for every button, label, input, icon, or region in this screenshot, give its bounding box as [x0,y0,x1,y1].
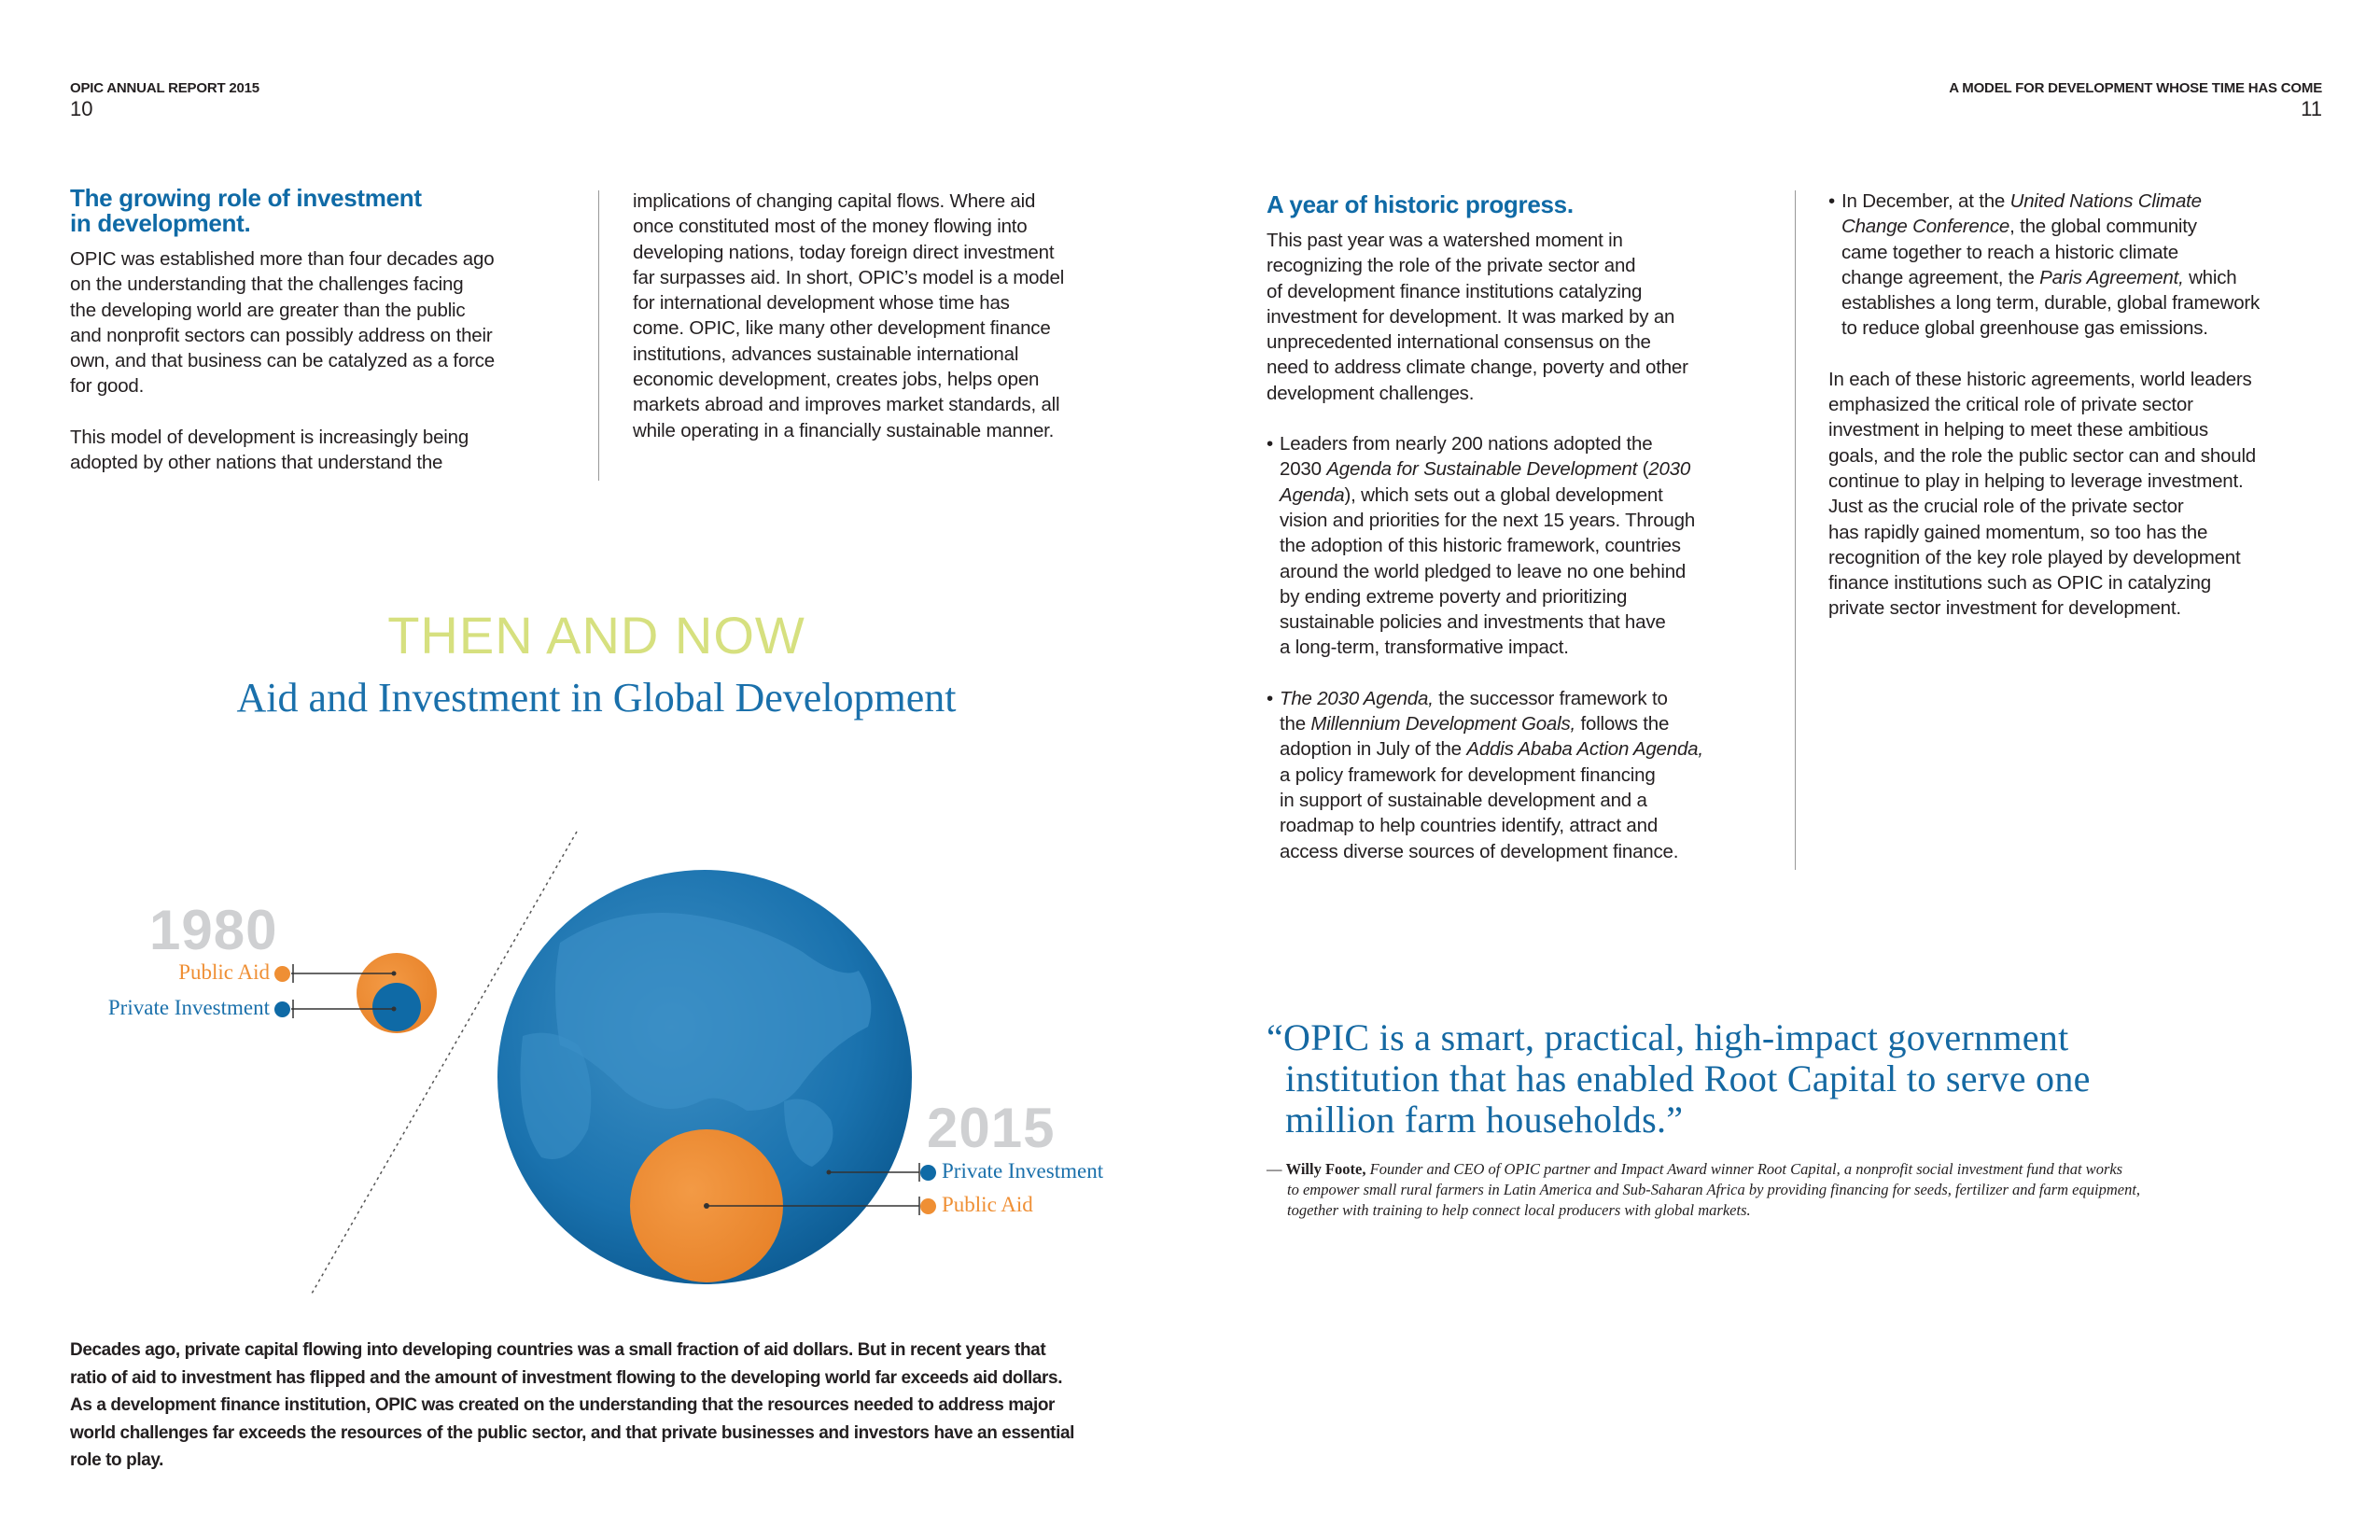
text-run: access diverse sources of development finance. [1280,840,1679,862]
text-run: follows the [1575,713,1670,735]
text-line [1267,329,1703,355]
quote-line: million farm households.” [1285,1099,1684,1141]
text-line [1267,431,1703,456]
text-run: adoption in July of the [1280,738,1467,761]
text-line [1828,240,2260,265]
text-run: of development finance institutions catalyzing [1267,280,1643,302]
private-investment-circle-1980 [372,983,421,1031]
italic-text: Addis Ababa Action Agenda, [1466,738,1703,761]
text-line [1267,279,1703,304]
public-aid-dot-2015 [920,1198,936,1214]
text-run: change agreement, the [1841,266,2040,288]
text-line [1828,443,2260,469]
text-run: which [2183,266,2237,288]
text-run: development challenges. [1267,382,1475,404]
infographic-caption [70,1337,1074,1475]
text-line [1828,570,2260,595]
text-run: own, and that business can be catalyzed as a force [70,350,495,372]
private-investment-label-2015: Private Investment [942,1159,1104,1183]
text-run: ratio of aid to investment has flipped and the amount of investment flowing to the developing world far exceeds aid dollars. [70,1367,1063,1388]
text-line [1267,533,1703,558]
year-1980-label: 1980 [149,899,278,961]
text-run: In December, at the [1841,190,2010,212]
text-run: Just as the crucial role of the private sector [1828,496,2184,518]
italic-text: 2030 [1648,458,1691,481]
text-run: finance institutions such as OPIC in catalyzing [1828,572,2211,595]
text-line [1828,342,2260,367]
text-line [1828,520,2260,545]
text-line [1828,417,2260,442]
text-run: roadmap to help countries identify, attract and [1280,815,1659,837]
text-line [70,1337,1074,1365]
running-header-right: A MODEL FOR DEVELOPMENT WHOSE TIME HAS COME [1949,80,2322,96]
text-line [1267,304,1703,329]
text-line [1267,559,1703,584]
text-run: economic development, creates jobs, helps open [633,369,1040,391]
text-run: markets abroad and improves market standards, all [633,394,1060,416]
column-divider [1795,190,1796,870]
text-run: on the understanding that the challenges facing [70,273,464,296]
italic-text: The 2030 Agenda, [1280,687,1434,709]
text-line [1828,595,2260,621]
text-run: once constituted most of the money flowing into [633,216,1028,238]
text-line [1828,494,2260,519]
text-line [1828,469,2260,494]
pull-quote [1267,1017,2091,1141]
text-run: while operating in a financially sustainable manner. [633,419,1055,441]
text-line [1267,839,1703,864]
text-run: the [1280,713,1311,735]
text-run: the developing world are greater than the public [70,299,466,321]
text-line [1267,686,1703,711]
text-line [70,1420,1074,1448]
text-line [1828,189,2260,214]
italic-text: Agenda for Sustainable Development [1326,458,1638,481]
text-run: in support of sustainable development and a [1280,789,1647,811]
italic-text: Change Conference [1841,216,2010,238]
text-run: role to play. [70,1450,164,1470]
text-run: the adoption of this historic framework, countries [1280,535,1681,557]
text-run: world challenges far exceeds the resources of the public sector, and that private businesses and investors have an essential [70,1422,1075,1443]
text-run: emphasized the critical role of private sector [1828,394,2193,416]
text-run: around the world pledged to leave no one behind [1280,560,1687,582]
text-line [1267,355,1703,380]
text-run: vision and priorities for the next 15 years. Through [1280,509,1696,531]
page-number-left: 10 [70,97,93,120]
attribution-line: to empower small rural farmers in Latin America and Sub-Saharan Africa by providing financing for seeds, fertilizer and farm equipment, [1287,1181,2141,1198]
text-run: Decades ago, private capital flowing into developing countries was a small fraction of aid dollars. But in recent years that [70,1340,1046,1360]
text-line [70,1447,1074,1475]
text-run: establishes a long term, durable, global framework [1841,292,2261,315]
text-run: unprecedented international consensus on the [1267,331,1651,354]
text-line [1267,381,1703,406]
infographic-title: Aid and Investment in Global Development [236,675,957,721]
private-investment-dot-2015 [920,1165,936,1181]
text-run: come. OPIC, like many other development finance [633,317,1051,340]
text-run: continue to play in helping to leverage investment. [1828,469,2244,492]
private-investment-label-1980: Private Investment [107,996,270,1019]
text-line [1828,367,2260,392]
italic-text: Paris Agreement, [2039,266,2184,288]
text-run: 2030 [1280,458,1327,481]
text-line [1267,763,1703,788]
text-run: In each of these historic agreements, world leaders [1828,368,2252,390]
text-line [1828,392,2260,417]
text-run: a long-term, transformative impact. [1280,637,1569,659]
text-run: OPIC was established more than four decades ago [70,248,495,270]
attribution-line: together with training to help connect local producers with global markets. [1287,1201,1751,1219]
italic-text: United Nations Climate [2009,190,2202,212]
public-aid-label-1980: Public Aid [178,960,270,984]
quote-line: institution that has enabled Root Capital to serve one [1285,1057,2091,1099]
text-run: As a development finance institution, OPIC was created on the understanding that the resources needed to address major [70,1395,1056,1415]
private-investment-dot-1980 [274,1001,290,1017]
text-run: This model of development is increasingly being [70,426,469,448]
public-aid-dot-1980 [274,966,290,982]
text-run: and nonprofit sectors can possibly address on their [70,324,493,346]
text-run: private sector investment for development. [1828,597,2181,620]
text-line [1267,736,1703,762]
text-run: ), which sets out a global development [1344,483,1663,506]
text-run: sustainable policies and investments that have [1280,611,1666,634]
text-line [1828,265,2260,290]
text-run: for good. [70,375,145,398]
text-run: came together to reach a historic climate [1841,241,2178,263]
text-line [1267,228,1703,253]
text-line [1267,456,1703,482]
attribution-dash: — [1267,1160,1282,1178]
text-line [1267,661,1703,686]
text-run: institutions, advances sustainable international [633,343,1019,365]
text-run: developing nations, today foreign direct investment [633,241,1055,263]
text-run: investment in helping to meet these ambitious [1828,419,2208,441]
text-run: has rapidly gained momentum, so too has the [1828,521,2208,543]
text-line [70,1392,1074,1420]
text-run: This past year was a watershed moment in [1267,230,1623,251]
quote-line: “OPIC is a smart, practical, high-impact government [1267,1016,2069,1058]
text-line [1267,483,1703,508]
page-number-right: 11 [2301,97,2322,120]
text-line [1267,253,1703,278]
heading-line: The growing role of investment [70,184,422,212]
text-line [70,1365,1074,1393]
heading-line: in development. [70,209,251,237]
text-line [1267,508,1703,533]
text-run: far surpasses aid. In short, OPIC’s model is a model [633,266,1065,288]
text-line [1267,711,1703,736]
text-run: need to address climate change, poverty and other [1267,357,1688,379]
text-run: , the global community [2009,216,2197,238]
text-run: the successor framework to [1433,687,1668,709]
text-line [1267,635,1703,660]
text-line [1828,545,2260,570]
text-run: to reduce global greenhouse gas emissions. [1841,317,2208,340]
italic-text: Agenda [1280,483,1345,506]
section-heading-historic-progress: A year of historic progress. [1267,190,1574,218]
text-run: goals, and the role the public sector can and should [1828,444,2256,467]
text-run: ( [1637,458,1649,481]
text-run: Leaders from nearly 200 nations adopted the [1280,433,1653,455]
text-run: recognizing the role of the private sector and [1267,255,1636,277]
text-run: a policy framework for development financing [1280,763,1656,786]
text-line [1267,584,1703,609]
italic-text: Millennium Development Goals, [1310,713,1576,735]
text-run: adopted by other nations that understand the [70,452,443,474]
text-line [1267,813,1703,838]
text-line [1828,214,2260,239]
text-run: implications of changing capital flows. Where aid [633,190,1036,212]
running-header-left: OPIC ANNUAL REPORT 2015 [70,80,259,96]
infographic-kicker: THEN AND NOW [387,606,805,665]
attribution-name: Willy Foote, [1285,1160,1366,1178]
right-column-2-text [1828,189,2260,622]
text-line [1267,406,1703,431]
text-line [1267,788,1703,813]
right-column-1-text [1267,228,1703,864]
public-aid-label-2015: Public Aid [942,1193,1033,1216]
text-line [1267,609,1703,635]
text-line [1828,315,2260,341]
year-2015-label: 2015 [927,1097,1056,1159]
text-line [1828,290,2260,315]
text-run: for international development whose time has [633,292,1010,315]
text-run: by ending extreme poverty and prioritizing [1280,585,1628,608]
quote-attribution [1267,1159,2140,1221]
attribution-line: Founder and CEO of OPIC partner and Impact Award winner Root Capital, a nonprofit social investment fund that works [1369,1160,2123,1178]
text-run: investment for development. It was marked by an [1267,305,1675,328]
text-run: recognition of the key role played by development [1828,546,2241,568]
